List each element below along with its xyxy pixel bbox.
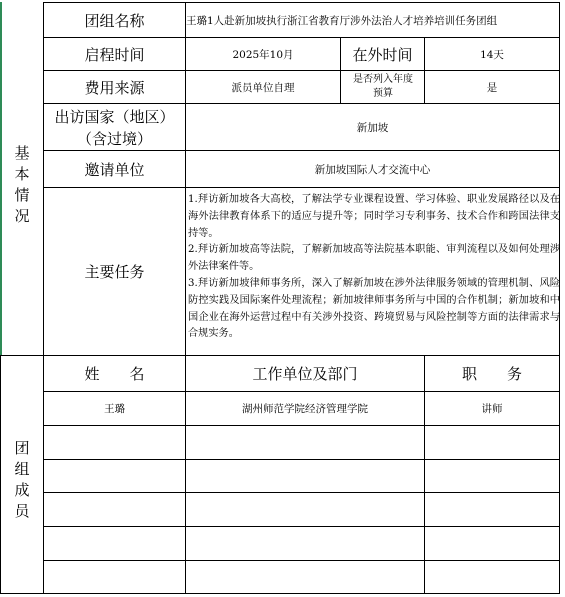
member-name-header: 姓 名 [84,365,145,383]
departure-value: 2025年10月 [232,48,294,61]
rule-left [0,355,1,593]
rule [44,492,560,493]
task-item: 3.拜访新加坡律师事务所，深入了解新加坡在涉外法律服务领域的管理机制、风险防控实践及国际案件处理流程；新加坡律师事务所与中国的合作机制；新加坡和中国企业在海外运营过程中有关涉外投资、跨境贸易与风险控制等方面的法律需求与合规实务。 [188,277,560,340]
rule [44,459,560,460]
departure-label: 启程时间 [84,45,145,64]
group-name-value: 王璐1人赴新加坡执行浙江省教育厅涉外法治人才培养培训任务团组 [186,14,498,27]
inviter-value: 新加坡国际人才交流中心 [314,163,431,176]
tasks-list [188,192,560,343]
member-unit: 湖州师范学院经济管理学院 [242,403,368,415]
member-position-header: 职 务 [461,365,522,383]
task-item: 2.拜访新加坡高等法院，了解新加坡高等法院基本职能、审判流程以及如何处理涉外法律案件等。 [188,244,560,273]
rule [44,560,560,561]
funding-value: 派员单位自理 [231,81,295,94]
left-accent [0,2,2,355]
rule [44,425,560,426]
tasks-label: 主要任务 [84,263,145,281]
members-side-label: 团组成员 [14,439,30,520]
annual-plan-value: 是 [486,81,498,94]
country-label-line2: （含过境） [76,129,152,148]
funding-label: 费用来源 [84,78,145,97]
duration-value: 14天 [480,48,504,61]
member-name: 王璐 [104,403,125,415]
task-item: 1.拜访新加坡各大高校，了解法学专业课程设置、学习体验、职业发展路径以及在海外法律教育体系下的适应与提升等；同时学习专利事务、技术合作和跨国法律支持等。 [188,194,560,239]
duration-label: 在外时间 [352,45,413,64]
country-label-line1: 出访国家（地区） [54,107,175,126]
rule [44,526,560,527]
rule-bottom [0,593,560,594]
inviter-label: 邀请单位 [84,160,145,179]
group-name-label: 团组名称 [84,11,145,30]
annual-plan-label: 是否列入年度预算 [353,74,413,99]
country-value: 新加坡 [356,121,389,134]
basic-side-label: 基本情况 [14,144,30,225]
member-unit-header: 工作单位及部门 [252,365,358,383]
member-position: 讲师 [481,403,503,415]
